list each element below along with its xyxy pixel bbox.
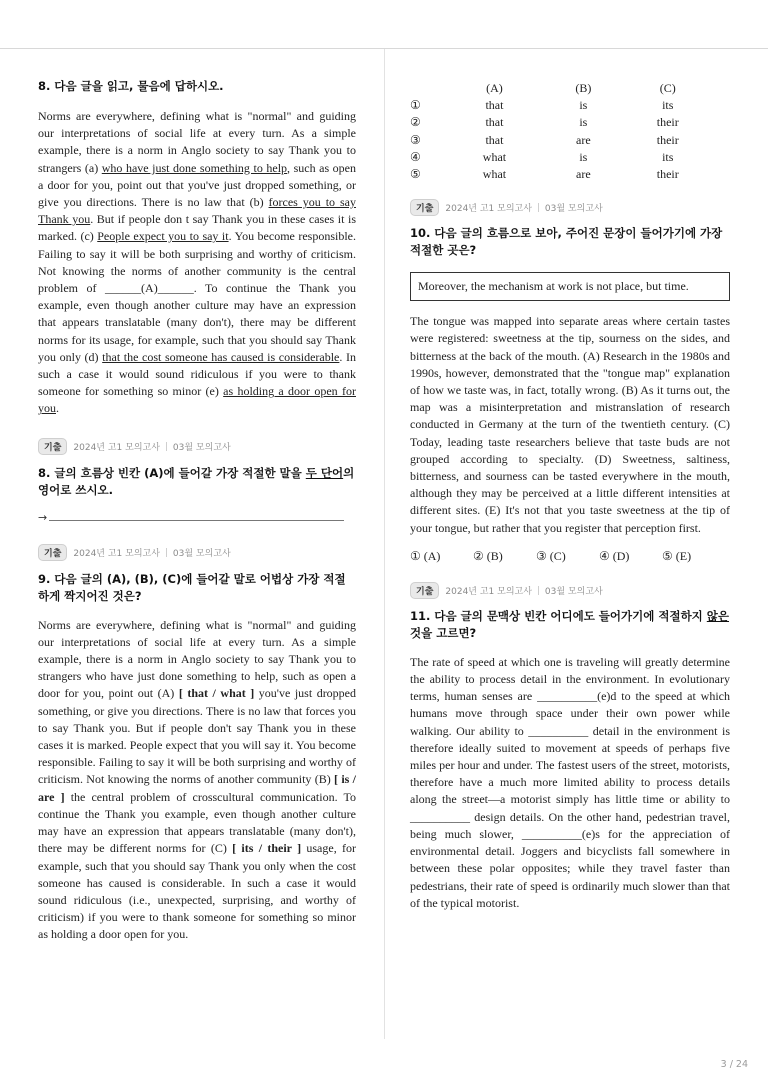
option-number: ① [410,98,421,113]
exam-month: 03월 모의고사 [172,442,231,453]
q8-text-3: . But if people don t say Thank you in these cases it is marked. (c) [38,212,357,244]
q8-underline-c: People expect you to say it [97,229,229,244]
q8-underline-b: forces you to say Thank you [38,195,356,227]
q8-heading: 8. 다음 글을 읽고, 물음에 답하시오. [38,79,224,93]
option-number: ④ [410,149,421,164]
page-number: 3 / 24 [720,1059,748,1070]
option-a: that [485,115,504,130]
q11-heading-pre: 11. 다음 글의 문맥상 빈칸 어디에도 들어가기에 적절하지 [410,608,707,623]
q11-heading-underline: 않은 [706,608,730,623]
choice-5[interactable]: ⑤ (E) [662,548,692,563]
q8b-heading-post: 의 영어로 쓰시오. [38,465,355,497]
q10-passage: The tongue was mapped into separate areas where certain tastes were registered: sweetness at the tip, sourness on the sides, and bitterness at the back of the mouth. (A) Research in the 1980s and 1990s, however, demonstrated that the "tongue map" explanation of how we taste was, in fact, totally wrong. (B) As it turns out, the map was a misinterpretation and mistranslation of research conducted in Germany at the turn of the twentieth century. (C) Today, leading taste researchers believe that taste buds are not grouped according to specialty. (D) Sweetness, saltiness, bitterness, and sourness can be tasted everywhere in the mouth, although they may be perceived at a little different intensities at different sites. (E) It's not that you taste sweetness at the tip of your tongue, but rather that you register that perception first. [410,314,730,535]
q8-text-1: Norms are everywhere, defining what is "normal" and guiding our interpretations of social life at every turn. As a simple example, there is a norm in Anglo society to say Thank you to strangers (a) [38,109,356,175]
option-number: ③ [410,132,421,147]
right-column [410,80,730,912]
options-header [410,80,730,97]
q9-passage [38,617,356,944]
option-a: what [482,167,507,182]
option-a: what [482,149,507,164]
option-number: ⑤ [410,167,421,182]
option-c: their [656,115,679,130]
q10-heading: 10. 다음 글의 흐름으로 보아, 주어진 문장이 들어가기에 가장 적절한 곳은? [410,226,723,258]
q8-text-5: . In such a case it would sound ridiculous if you were to thank someone for something so minor (e) [38,349,356,399]
q8-text-4: . You become responsible. Failing to say it will be both surprising and worthy of criticism. Not knowing the norms of another community is the central problem of ______(A)______. To continue the Thank you example, even though another culture may have an expression that appears translatable (many don't), there may be different norms for its usage, for example, such that you should say Thank you only (d) [38,229,356,364]
q8-underline-a: who have just done something to help [101,160,288,175]
q8-text-6: . [56,401,59,416]
separator [538,203,539,212]
exam-year: 2024년 고1 모의고사 [73,442,160,453]
exam-tag: 기출 [410,582,439,599]
exam-year: 2024년 고1 모의고사 [445,586,532,597]
answer-line[interactable] [38,511,344,524]
option-a: that [485,132,504,147]
q9-source [38,544,356,561]
q9-text-3: the central problem of crosscultural communication. To continue the Thank you example, even though another culture may have an expression that appears translatable (many don't), there may be different norms for (C) [38,789,356,856]
arrow-icon: → [38,510,48,524]
option-b: is [579,149,588,164]
option-c: its [662,98,674,113]
exam-month: 03월 모의고사 [544,586,603,597]
option-c: their [656,167,679,182]
q9-text-1: Norms are everywhere, defining what is "normal" and guiding our interpretations of social life at every turn. As a simple example, there is a norm in Anglo society to say Thank you to strangers who have just done something to help, such as open a door for you, point out (A) [38,617,356,701]
header-a: (A) [486,81,503,95]
q8-text-2: , such as open a door for you, point out that you've just dropped something, or give you directions. There is no law that (b) [38,160,356,210]
q11-passage: The rate of speed at which one is traveling will greatly determine the ability to process detail in the environment. In evolutionary terms, human senses are __________(e)d to the speed at which humans move through space under their own power while walking. Our ability to __________ detail in the environment is therefore ideally suited to movement at speeds of perhaps five miles per hour and under. The fastest users of the street, motorists, therefore have a much more limited ability to process details along the street—a motorist simply has little time or ability to __________ design details. On the other hand, pedestrian travel, being much slower, __________(e)s for the appreciation of environmental detail. Joggers and bicyclists fall somewhere in between these polar opposites; while they travel faster than pedestrians, their rate of speed is ordinarily much slower than that of the typical motorist. [410,654,730,910]
q9-bracket-c: [ its / their ] [232,841,302,856]
option-b: are [576,132,591,147]
separator [166,548,167,557]
option-number: ② [410,115,421,130]
exam-year: 2024년 고1 모의고사 [73,548,160,559]
q9-options-table [410,80,730,183]
q8-underline-e: as holding a door open for you [38,384,356,416]
left-column [38,78,356,944]
option-row[interactable] [410,149,730,166]
q8b-heading [38,465,356,499]
q8b-heading-underline: 두 단어 [305,465,344,480]
q9-bracket-a: [ that / what ] [178,686,255,701]
q11-source [410,582,730,599]
option-b: is [579,98,588,113]
exam-month: 03월 모의고사 [544,204,603,215]
q8b-source [38,438,356,455]
column-divider [384,49,385,1039]
exam-year: 2024년 고1 모의고사 [445,204,532,215]
separator [166,442,167,451]
option-c: their [656,132,679,147]
option-b: is [579,115,588,130]
exam-month: 03월 모의고사 [172,548,231,559]
choice-3[interactable]: ③ (C) [536,548,566,563]
option-row[interactable] [410,114,730,131]
q9-bracket-b: [ is / are ] [38,772,356,804]
option-b: are [576,167,591,182]
exam-tag: 기출 [410,199,439,216]
q11-heading-post: 것을 고르면? [410,625,477,640]
option-c: its [662,149,674,164]
q10-choices [410,549,730,564]
option-row[interactable] [410,132,730,149]
header-c: (C) [659,81,676,95]
q8-passage [38,108,356,418]
q8b-heading-pre: 8. 글의 흐름상 빈칸 (A)에 들어갈 가장 적절한 말을 [38,465,306,480]
choice-1[interactable]: ① (A) [410,548,441,563]
q8-underline-d: that the cost someone has caused is considerable [102,349,340,364]
option-a: that [485,98,504,113]
choice-4[interactable]: ④ (D) [599,548,630,563]
separator [538,586,539,595]
q11-heading [410,608,730,642]
exam-tag: 기출 [38,438,67,455]
option-row[interactable] [410,97,730,114]
given-sentence-box: Moreover, the mechanism at work is not place, but time. [410,272,730,301]
q9-text-2: you've just dropped something, or give you directions. There is no law that forces you to say Thank you. But if people don't say Thank you in these cases it is marked. People expect that you will say it. You become responsible. Failing to say it will be both surprising and worthy of criticism. Not knowing the norms of another community (B) [38,686,357,787]
q10-source [410,199,730,216]
exam-tag: 기출 [38,544,67,561]
header-b: (B) [575,81,592,95]
option-row[interactable] [410,166,730,183]
answer-underline [49,520,344,521]
q9-text-4: usage, for example, such that you should say Thank you only when the cost someone has caused is considerable. In such a case it would sound ridiculous (i.e., unexpected, surprising, and worthy of criticism) if you were to thank someone for something so minor as holding a door open for you. [38,841,356,942]
q9-heading: 9. 다음 글의 (A), (B), (C)에 들어갈 말로 어법상 가장 적절하게 짝지어진 것은? [38,571,346,603]
choice-2[interactable]: ② (B) [473,548,503,563]
